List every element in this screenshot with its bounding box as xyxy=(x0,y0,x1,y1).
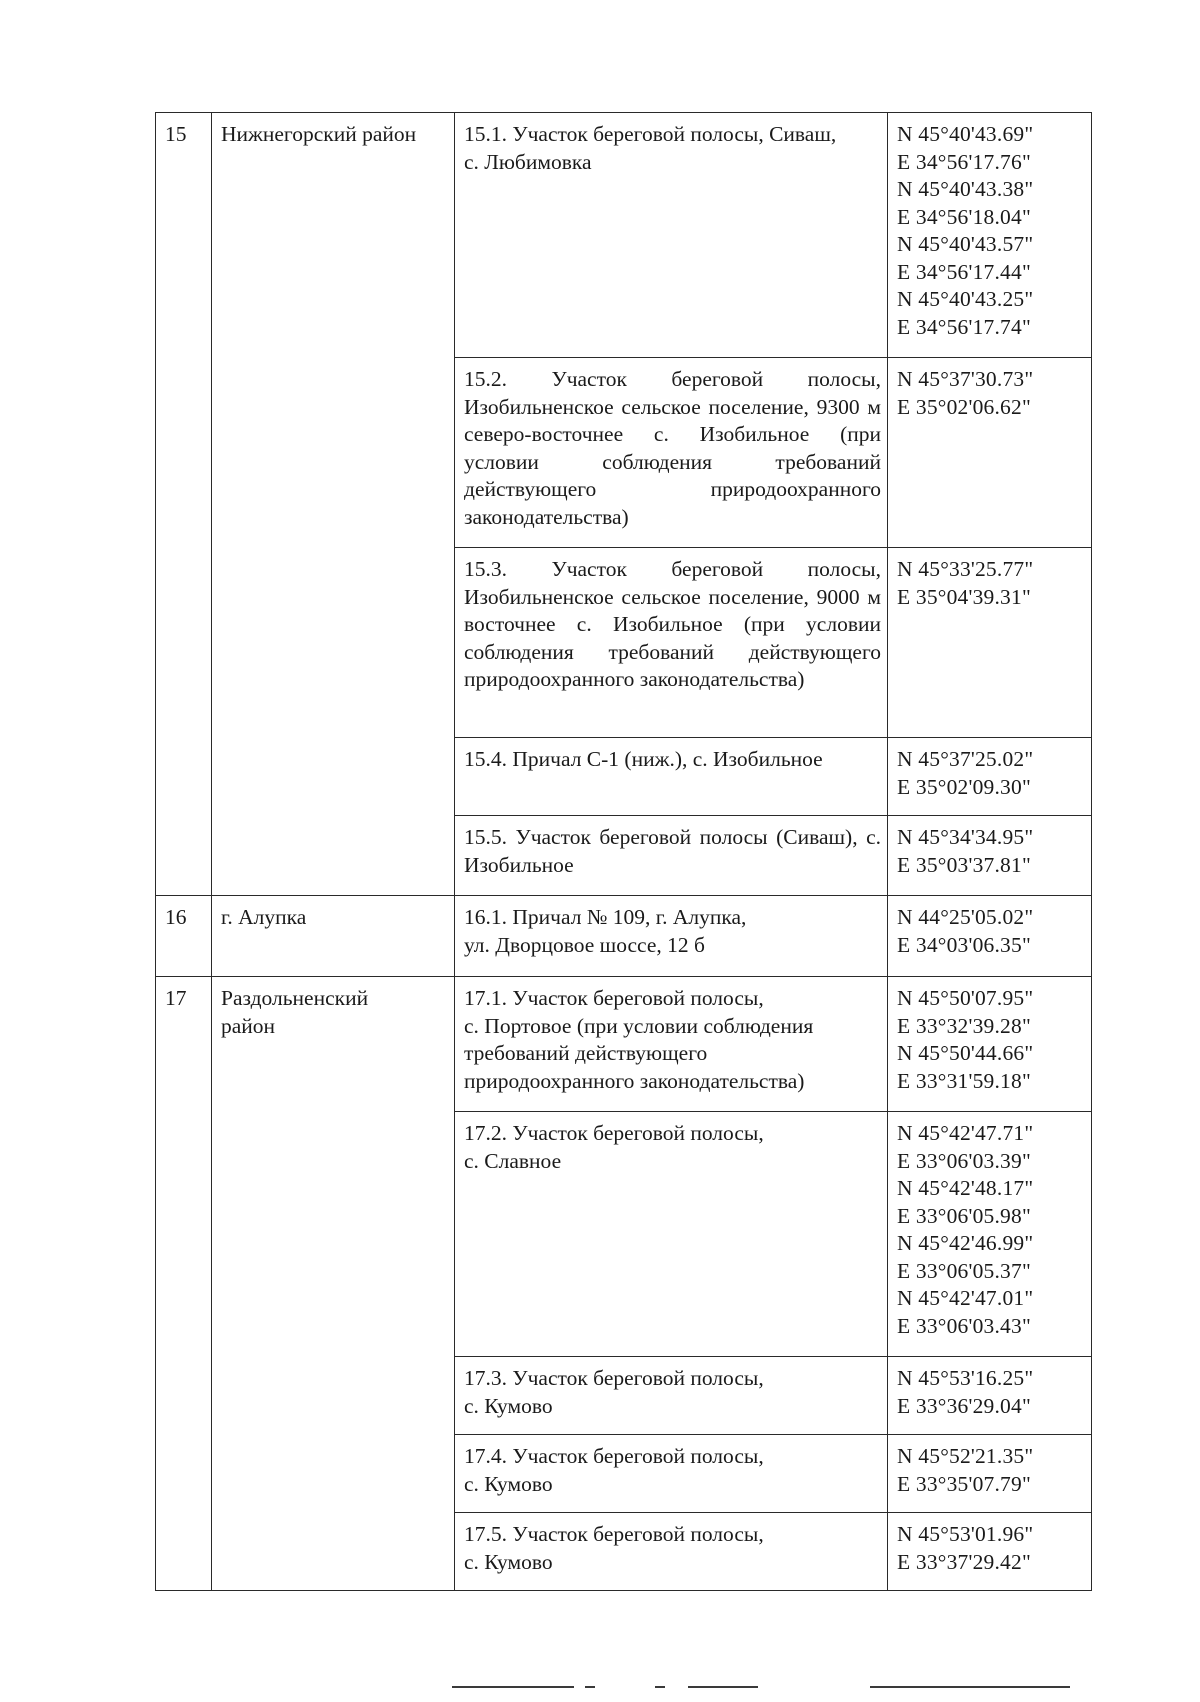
site-description xyxy=(455,113,888,358)
site-coordinates xyxy=(888,896,1092,977)
footer-scan-mark xyxy=(688,1686,758,1688)
site-description-text: 17.5. Участок береговой полосы, с. Кумово xyxy=(464,1522,764,1574)
footer-scan-mark xyxy=(655,1686,665,1688)
coordinate-value: E 34°56'17.74" xyxy=(897,314,1031,339)
site-coordinates xyxy=(888,548,1092,738)
coordinate-value: E 35°02'09.30" xyxy=(897,774,1031,799)
site-coordinates xyxy=(888,1357,1092,1435)
coordinate-value: N 45°33'25.77" xyxy=(897,557,1034,581)
row-number: 16 xyxy=(156,896,212,977)
site-description xyxy=(455,1357,888,1435)
coordinate-value: E 34°56'17.76" xyxy=(897,149,1031,174)
coordinate-value: E 33°06'03.43" xyxy=(897,1313,1031,1338)
site-description-text: 15.2. Участок береговой полосы, Изобильненское сельское поселение, 9300 м северо-восточнее с. Изобильное (при условии соблюдения требований действующего природоохранного законодательства) xyxy=(464,367,881,529)
coordinate-value: E 33°06'03.39" xyxy=(897,1148,1031,1173)
site-description xyxy=(455,977,888,1112)
site-coordinates xyxy=(888,358,1092,548)
site-description xyxy=(455,1112,888,1357)
coordinate-value: E 34°56'18.04" xyxy=(897,204,1031,229)
site-coordinates xyxy=(888,977,1092,1112)
table-row xyxy=(156,977,1092,1112)
site-description-text: 17.4. Участок береговой полосы, с. Кумово xyxy=(464,1444,764,1496)
coordinate-value: E 33°32'39.28" xyxy=(897,1013,1031,1038)
coordinate-value: E 34°56'17.44" xyxy=(897,259,1031,284)
coordinate-value: E 33°06'05.37" xyxy=(897,1258,1031,1283)
footer-scan-mark xyxy=(585,1686,595,1688)
site-coordinates xyxy=(888,816,1092,896)
row-number: 15 xyxy=(156,113,212,896)
coordinate-value: N 45°52'21.35" xyxy=(897,1444,1034,1468)
site-coordinates xyxy=(888,113,1092,358)
coordinate-value: E 35°04'39.31" xyxy=(897,584,1031,609)
coordinate-value: N 45°42'48.17" xyxy=(897,1176,1034,1200)
coordinate-value: N 45°50'44.66" xyxy=(897,1041,1034,1065)
site-description-text: 15.3. Участок береговой полосы, Изобильненское сельское поселение, 9000 м восточнее с. Изобильное (при условии соблюдения требований действующего природоохранного законодательства) xyxy=(464,557,881,691)
coordinate-value: N 45°37'25.02" xyxy=(897,747,1034,771)
coordinate-value: N 45°50'07.95" xyxy=(897,986,1034,1010)
coordinate-value: N 45°53'01.96" xyxy=(897,1522,1034,1546)
site-description xyxy=(455,358,888,548)
coordinate-value: N 45°42'47.71" xyxy=(897,1121,1034,1145)
coordinate-value: N 45°40'43.69" xyxy=(897,122,1034,146)
coordinate-value: N 45°53'16.25" xyxy=(897,1366,1034,1390)
site-description-text: 16.1. Причал № 109, г. Алупка, ул. Дворцовое шоссе, 12 б xyxy=(464,905,747,957)
site-description xyxy=(455,738,888,816)
footer-scan-mark xyxy=(870,1686,1070,1688)
site-description-text: 15.4. Причал С-1 (ниж.), с. Изобильное xyxy=(464,747,823,771)
site-coordinates xyxy=(888,1513,1092,1591)
coordinate-value: N 45°40'43.38" xyxy=(897,177,1034,201)
coordinate-value: N 45°40'43.25" xyxy=(897,287,1034,311)
site-coordinates xyxy=(888,1112,1092,1357)
coastal-sites-table xyxy=(155,112,1092,1591)
coordinate-value: N 45°42'47.01" xyxy=(897,1286,1034,1310)
site-description xyxy=(455,548,888,738)
site-coordinates xyxy=(888,738,1092,816)
coordinate-value: E 33°06'05.98" xyxy=(897,1203,1031,1228)
site-description-text: 15.1. Участок береговой полосы, Сиваш, с. Любимовка xyxy=(464,122,837,174)
site-description-text: 17.2. Участок береговой полосы, с. Славное xyxy=(464,1121,764,1173)
site-description xyxy=(455,896,888,977)
site-description xyxy=(455,816,888,896)
coordinate-value: E 33°31'59.18" xyxy=(897,1068,1031,1093)
site-description-text: 15.5. Участок береговой полосы (Сиваш), с. Изобильное xyxy=(464,825,881,877)
district-name: Раздольненский район xyxy=(212,977,455,1591)
coordinate-value: N 45°37'30.73" xyxy=(897,367,1034,391)
coordinate-value: E 33°37'29.42" xyxy=(897,1549,1031,1574)
site-coordinates xyxy=(888,1435,1092,1513)
district-name: Нижнегорский район xyxy=(212,113,455,896)
coordinate-value: N 45°40'43.57" xyxy=(897,232,1034,256)
table-row xyxy=(156,113,1092,358)
row-number: 17 xyxy=(156,977,212,1591)
site-description xyxy=(455,1435,888,1513)
footer-scan-mark xyxy=(452,1686,574,1688)
site-description-text: 17.1. Участок береговой полосы, с. Портовое (при условии соблюдения требований действующего природоохранного законодательства) xyxy=(464,986,814,1093)
coordinate-value: E 35°03'37.81" xyxy=(897,852,1031,877)
district-name: г. Алупка xyxy=(212,896,455,977)
coordinate-value: E 33°35'07.79" xyxy=(897,1471,1031,1496)
coordinate-value: N 45°34'34.95" xyxy=(897,825,1034,849)
coordinate-value: N 44°25'05.02" xyxy=(897,905,1034,929)
coordinate-value: E 33°36'29.04" xyxy=(897,1393,1031,1418)
site-description-text: 17.3. Участок береговой полосы, с. Кумово xyxy=(464,1366,764,1418)
site-description xyxy=(455,1513,888,1591)
coordinate-value: E 34°03'06.35" xyxy=(897,932,1031,957)
coordinate-value: N 45°42'46.99" xyxy=(897,1231,1034,1255)
coordinate-value: E 35°02'06.62" xyxy=(897,394,1031,419)
table-row xyxy=(156,896,1092,977)
